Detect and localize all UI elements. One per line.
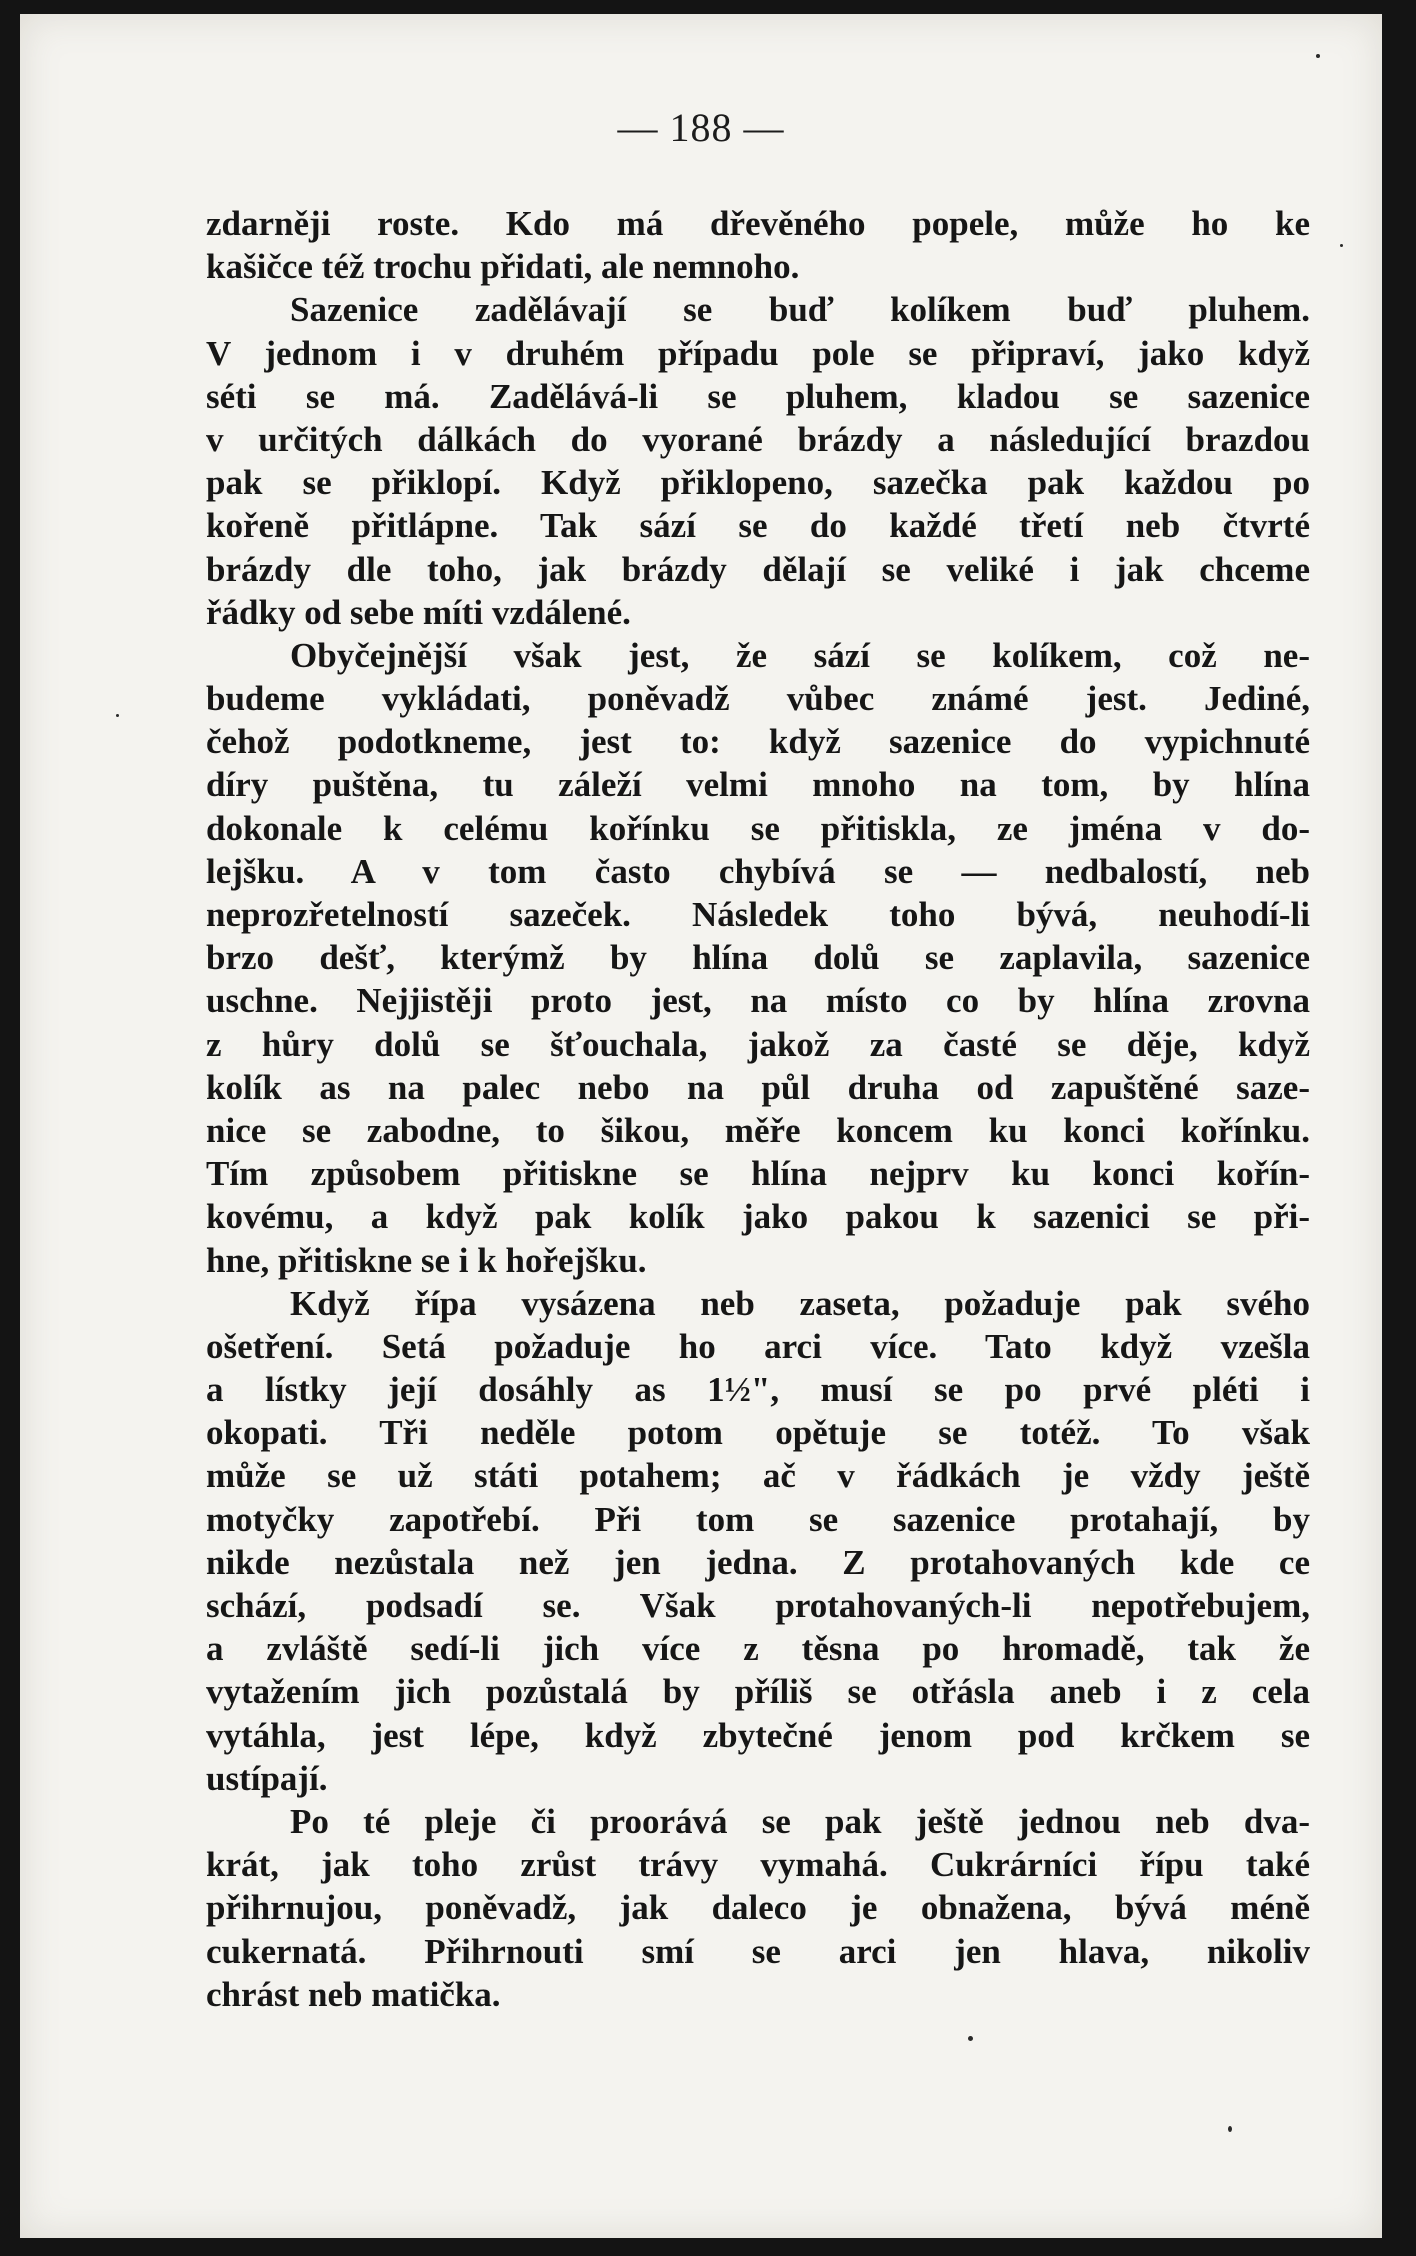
text-line: díry puštěna, tu záleží velmi mnoho na tom, by hlína	[206, 765, 1310, 805]
text-line: pak se přiklopí. Když přiklopeno, sazečka pak každou po	[206, 463, 1310, 503]
text-line: ošetření. Setá požaduje ho arci více. Tato když vzešla	[206, 1326, 1310, 1366]
text-line: okopati. Tři neděle potom opětuje se totéž. To však	[206, 1413, 1310, 1453]
text-line: uschne. Nejjistěji proto jest, na místo co by hlína zrovna	[206, 981, 1310, 1021]
paper-speck	[116, 714, 119, 717]
text-line: V jednom i v druhém případu pole se připraví, jako když	[206, 333, 1310, 373]
text-line: séti se má. Zadělává-li se pluhem, kladou se sazenice	[206, 376, 1310, 416]
text-line: Tím způsobem přitiskne se hlína nejprv ku konci kořín-	[206, 1154, 1310, 1194]
text-line: kořeně přitlápne. Tak sází se do každé třetí neb čtvrté	[206, 506, 1310, 546]
text-line: Sazenice zadělávají se buď kolíkem buď pluhem.	[290, 290, 1310, 330]
text-line: kolík as na palec nebo na půl druha od zapuštěné saze-	[206, 1067, 1310, 1107]
body-text	[206, 202, 1310, 2016]
text-line: cukernatá. Přihrnouti smí se arci jen hlava, nikoliv	[206, 1931, 1310, 1971]
text-line: a lístky její dosáhly as 1½", musí se po prvé pléti i	[206, 1370, 1310, 1410]
text-line: brzo dešť, kterýmž by hlína dolů se zaplavila, sazenice	[206, 938, 1310, 978]
text-line: přihrnujou, poněvadž, jak daleco je obnažena, bývá méně	[206, 1888, 1310, 1928]
text-line: z hůry dolů se šťouchala, jakož za časté se děje, když	[206, 1024, 1310, 1064]
text-line: motyčky zapotřebí. Při tom se sazenice protahají, by	[206, 1499, 1310, 1539]
paper-speck	[968, 2036, 973, 2041]
text-line: Když řípa vysázena neb zaseta, požaduje pak svého	[290, 1283, 1310, 1323]
text-line: Po té pleje či proorává se pak ještě jednou neb dva-	[290, 1801, 1310, 1841]
text-line: Obyčejnější však jest, že sází se kolíkem, což ne-	[290, 635, 1310, 675]
book-page	[20, 14, 1382, 2238]
text-line: nikde nezůstala než jen jedna. Z protahovaných kde ce	[206, 1542, 1310, 1582]
text-line: vytáhla, jest lépe, když zbytečné jenom pod krčkem se	[206, 1715, 1310, 1755]
text-line: kašičce též trochu přidati, ale nemnoho.	[206, 247, 800, 287]
text-line: kovému, a když pak kolík jako pakou k sazenici se při-	[206, 1197, 1310, 1237]
text-line: nice se zabodne, to šikou, měře koncem ku konci kořínku.	[206, 1110, 1310, 1150]
text-line: schází, podsadí se. Však protahovaných-li nepotřebujem,	[206, 1586, 1310, 1625]
text-line: dokonale k celému kořínku se přitiskla, ze jména v do-	[206, 808, 1310, 848]
text-line: lejšku. A v tom často chybívá se — nedbalostí, neb	[206, 851, 1310, 891]
text-line: řádky od sebe míti vzdálené.	[206, 592, 631, 632]
paper-speck	[1340, 244, 1343, 247]
text-line: krát, jak toho zrůst trávy vymahá. Cukrárníci řípu také	[206, 1845, 1310, 1885]
text-line: čehož podotkneme, jest to: když sazenice do vypichnuté	[206, 722, 1310, 762]
text-line: neprozřetelností sazeček. Následek toho bývá, neuhodí-li	[206, 895, 1310, 934]
page-number: — 188 —	[617, 105, 785, 150]
text-line: zdarněji roste. Kdo má dřevěného popele, může ho ke	[206, 204, 1310, 243]
text-line: v určitých dálkách do vyorané brázdy a následující brazdou	[206, 419, 1310, 459]
text-line: budeme vykládati, poněvadž vůbec známé jest. Jediné,	[206, 679, 1310, 719]
text-line: může se už státi potahem; ač v řádkách je vždy ještě	[206, 1456, 1310, 1496]
text-line: chrást neb matička.	[206, 1974, 501, 2014]
text-line: brázdy dle toho, jak brázdy dělají se veliké i jak chceme	[206, 549, 1310, 589]
text-line: vytažením jich pozůstalá by příliš se otřásla aneb i z cela	[206, 1672, 1310, 1712]
text-line: a zvláště sedí-li jich více z těsna po hromadě, tak že	[206, 1629, 1310, 1669]
text-line: ustípají.	[206, 1758, 328, 1798]
paper-speck	[1228, 2126, 1232, 2132]
paper-speck	[1316, 54, 1320, 58]
text-line: hne, přitiskne se i k hořejšku.	[206, 1240, 647, 1280]
